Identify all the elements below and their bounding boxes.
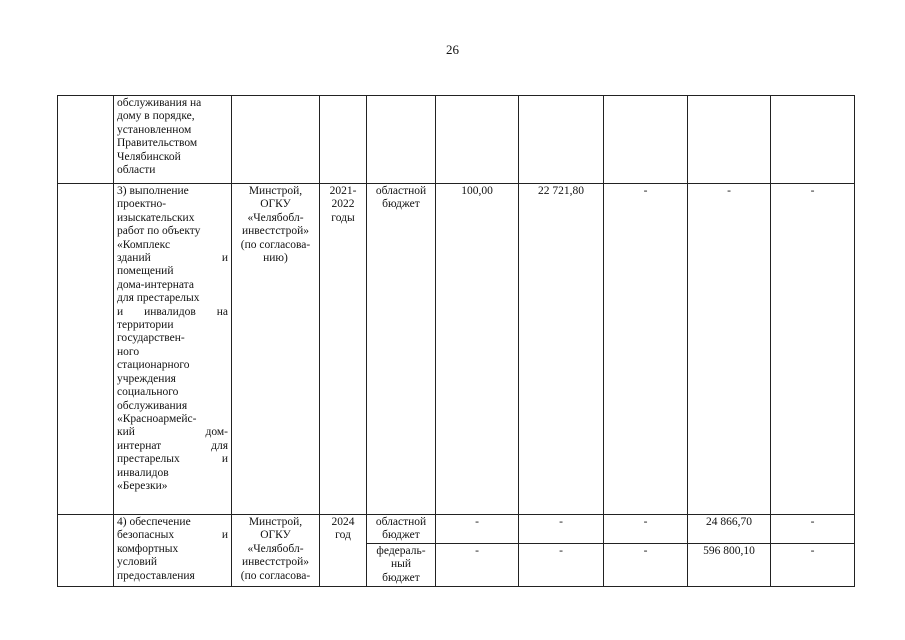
value-cell: - bbox=[604, 543, 688, 586]
value-cell: 100,00 bbox=[436, 184, 519, 515]
source-cell: областной бюджет bbox=[367, 515, 436, 544]
page-number: 26 bbox=[446, 42, 459, 57]
value-cell: 22 721,80 bbox=[519, 184, 604, 515]
program-table bbox=[57, 95, 855, 587]
value-cell: - bbox=[436, 515, 519, 544]
years-cell: 2021- 2022 годы bbox=[320, 184, 367, 515]
value-cell: 24 866,70 bbox=[688, 515, 771, 544]
row-number-cell bbox=[58, 96, 114, 184]
row-number-cell bbox=[58, 184, 114, 515]
executor-cell bbox=[232, 96, 320, 184]
description-cell: обслуживания на дому в порядке, установленном Правительством Челябинской области bbox=[114, 96, 232, 184]
value-cell: - bbox=[519, 515, 604, 544]
executor-cell: Минстрой, ОГКУ «Челябобл- инвестстрой» (по согласова- нию) bbox=[232, 184, 320, 515]
value-cell bbox=[604, 96, 688, 184]
years-cell: 2024 год bbox=[320, 515, 367, 587]
table-row bbox=[58, 96, 855, 184]
row-number-cell bbox=[58, 515, 114, 587]
description-cell: 3) выполнение проектно- изыскательских работ по объекту «Комплекс зданий и помещений дома-интерната для престарелых и инвалидов на территории государствен- ного стационарного учреждения социального обслуживания «Красноармейс- кий дом- интернат для престарелых и инвалидов «Березки» bbox=[114, 184, 232, 515]
value-cell bbox=[771, 96, 855, 184]
value-cell: - bbox=[688, 184, 771, 515]
source-cell: федераль- ный бюджет bbox=[367, 543, 436, 586]
source-cell bbox=[367, 96, 436, 184]
table-row bbox=[58, 515, 855, 544]
years-cell bbox=[320, 96, 367, 184]
value-cell: - bbox=[771, 543, 855, 586]
value-cell bbox=[519, 96, 604, 184]
value-cell: - bbox=[604, 184, 688, 515]
value-cell bbox=[436, 96, 519, 184]
value-cell: 596 800,10 bbox=[688, 543, 771, 586]
description-cell: 4) обеспечение безопасных и комфортных условий предоставления bbox=[114, 515, 232, 587]
value-cell: - bbox=[771, 184, 855, 515]
table-row bbox=[58, 184, 855, 515]
executor-cell: Минстрой, ОГКУ «Челябобл- инвестстрой» (по согласова- bbox=[232, 515, 320, 587]
value-cell: - bbox=[604, 515, 688, 544]
source-cell: областной бюджет bbox=[367, 184, 436, 515]
value-cell: - bbox=[519, 543, 604, 586]
value-cell bbox=[688, 96, 771, 184]
value-cell: - bbox=[771, 515, 855, 544]
value-cell: - bbox=[436, 543, 519, 586]
